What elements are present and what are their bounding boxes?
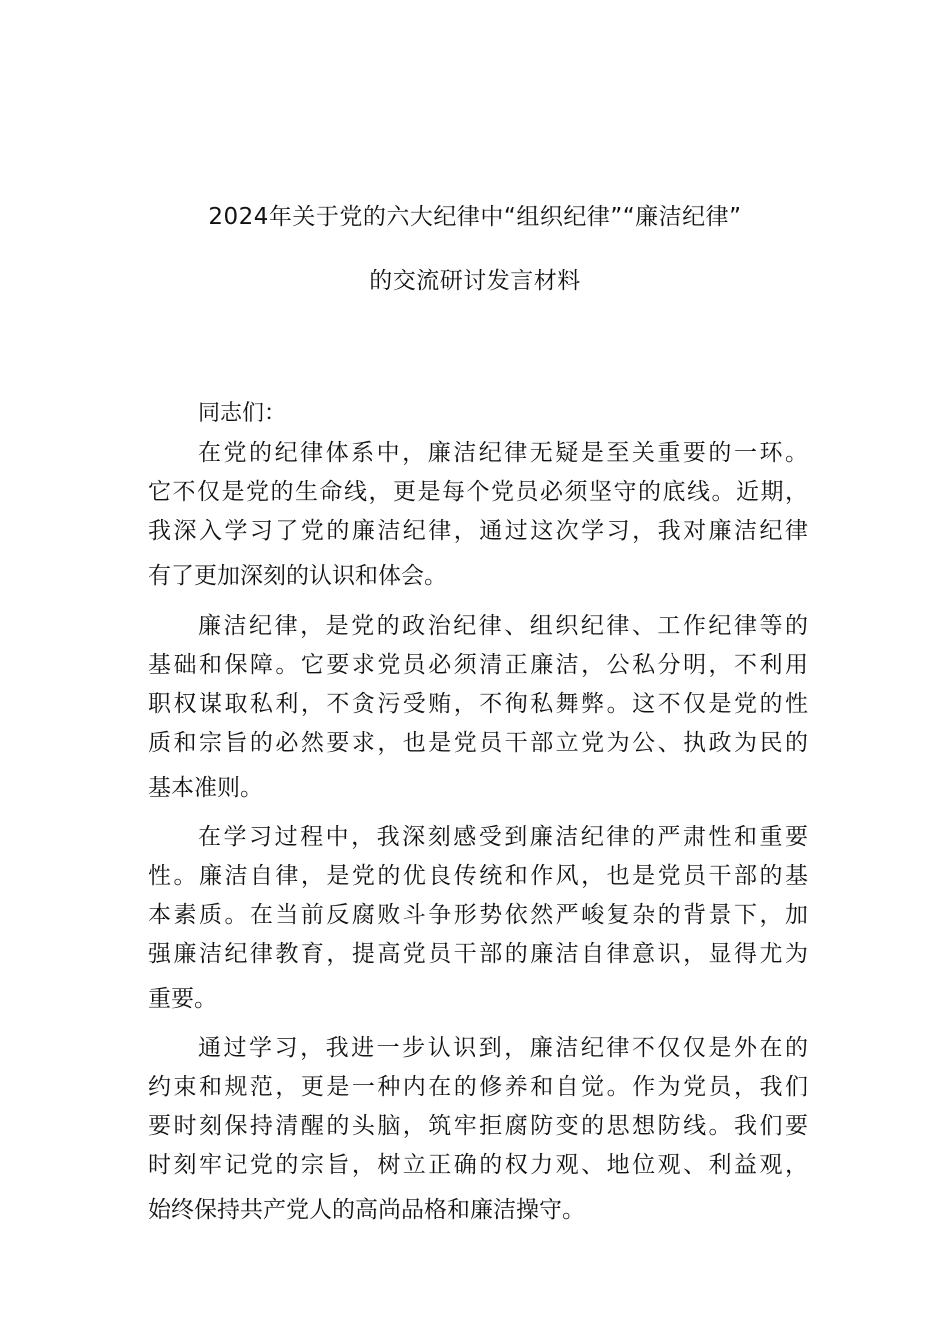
salutation: 同志们： — [198, 401, 287, 426]
paragraph-line: 基础和保障。它要求党员必须清正廉洁，公私分明，不利用 — [148, 652, 808, 678]
paragraph-3 — [148, 818, 808, 1019]
paragraph-line: 廉洁纪律，是党的政治纪律、组织纪律、工作纪律等的 — [198, 613, 808, 639]
paragraph-1 — [148, 434, 808, 596]
paragraph-line: 本素质。在当前反腐败斗争形势依然严峻复杂的背景下，加 — [148, 902, 808, 928]
paragraph-line: 质和宗旨的必然要求，也是党员干部立党为公、执政为民的 — [148, 730, 808, 756]
paragraph-line: 有了更加深刻的认识和体会。 — [148, 563, 447, 589]
paragraph-line: 我深入学习了党的廉洁纪律，通过这次学习，我对廉洁纪律 — [148, 518, 808, 544]
paragraph-line: 重要。 — [148, 986, 217, 1012]
paragraph-line: 要时刻保持清醒的头脑，筑牢拒腐防变的思想防线。我们要 — [148, 1113, 808, 1139]
document-title-line-2: 的交流研讨发言材料 — [369, 268, 581, 294]
paragraph-line: 性。廉洁自律，是党的优良传统和作风，也是党员干部的基 — [148, 863, 808, 889]
paragraph-line: 强廉洁纪律教育，提高党员干部的廉洁自律意识，显得尤为 — [148, 941, 808, 967]
paragraph-line: 在党的纪律体系中，廉洁纪律无疑是至关重要的一环。 — [198, 440, 808, 466]
paragraph-line: 在学习过程中，我深刻感受到廉洁纪律的严肃性和重要 — [198, 824, 808, 850]
paragraph-line: 职权谋取私利，不贪污受贿，不徇私舞弊。这不仅是党的性 — [148, 691, 808, 717]
document-title-line-1: 2024年关于党的六大纪律中“组织纪律”“廉洁纪律” — [208, 204, 742, 230]
paragraph-line: 始终保持共产党人的高尚品格和廉洁操守。 — [148, 1197, 585, 1223]
paragraph-line: 基本准则。 — [148, 775, 263, 801]
paragraph-4 — [148, 1029, 808, 1230]
paragraph-line: 约束和规范，更是一种内在的修养和自觉。作为党员，我们 — [148, 1074, 808, 1100]
paragraph-2 — [148, 607, 808, 808]
paragraph-line: 它不仅是党的生命线，更是每个党员必须坚守的底线。近期， — [148, 479, 808, 505]
paragraph-line: 时刻牢记党的宗旨，树立正确的权力观、地位观、利益观， — [148, 1152, 808, 1178]
paragraph-line: 通过学习，我进一步认识到，廉洁纪律不仅仅是外在的 — [198, 1035, 808, 1061]
